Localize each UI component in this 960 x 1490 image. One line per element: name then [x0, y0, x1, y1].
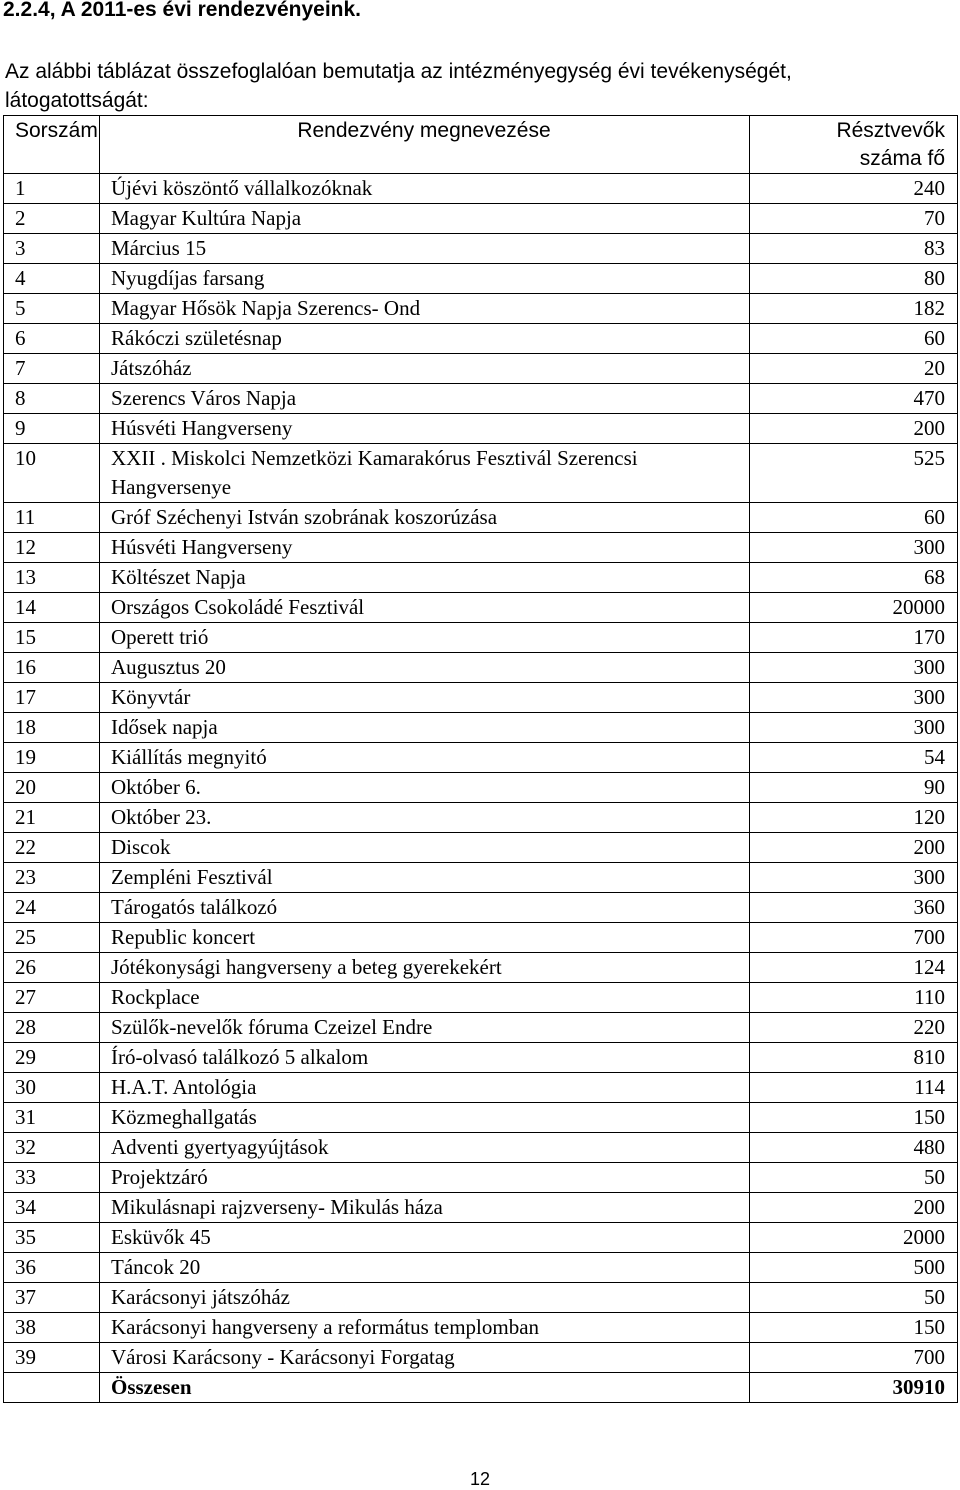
header-participants-line-1: Résztvevők — [836, 119, 945, 142]
row-event-name: Városi Karácsony - Karácsonyi Forgatag — [100, 1343, 750, 1373]
row-event-name: Zempléni Fesztivál — [100, 863, 750, 893]
table-row — [4, 174, 958, 204]
row-event-name: Jótékonysági hangverseny a beteg gyerekekért — [100, 953, 750, 983]
table-row — [4, 1283, 958, 1313]
row-event-name: Október 23. — [100, 803, 750, 833]
table-row — [4, 414, 958, 444]
row-event-name: Rákóczi születésnap — [100, 324, 750, 354]
row-number: 24 — [4, 893, 100, 923]
row-participants: 300 — [750, 653, 958, 683]
table-row — [4, 1163, 958, 1193]
table-row — [4, 1013, 958, 1043]
row-number: 4 — [4, 264, 100, 294]
row-participants: 110 — [750, 983, 958, 1013]
table-row — [4, 1133, 958, 1163]
row-event-name: Idősek napja — [100, 713, 750, 743]
row-number: 13 — [4, 563, 100, 593]
row-number: 28 — [4, 1013, 100, 1043]
row-number: 5 — [4, 294, 100, 324]
row-event-name: Húsvéti Hangverseny — [100, 414, 750, 444]
row-participants: 300 — [750, 683, 958, 713]
row-number: 6 — [4, 324, 100, 354]
row-number: 18 — [4, 713, 100, 743]
row-number: 29 — [4, 1043, 100, 1073]
row-number: 32 — [4, 1133, 100, 1163]
total-label: Összesen — [100, 1373, 750, 1403]
row-event-name: Húsvéti Hangverseny — [100, 533, 750, 563]
table-row — [4, 953, 958, 983]
row-event-name: Közmeghallgatás — [100, 1103, 750, 1133]
row-participants: 810 — [750, 1043, 958, 1073]
row-event-name: Gróf Széchenyi István szobrának koszorúzása — [100, 503, 750, 533]
table-row — [4, 623, 958, 653]
row-event-name: Országos Csokoládé Fesztivál — [100, 593, 750, 623]
row-participants: 54 — [750, 743, 958, 773]
table-row — [4, 1043, 958, 1073]
table-row — [4, 354, 958, 384]
row-participants: 525 — [750, 444, 958, 503]
row-number: 2 — [4, 204, 100, 234]
row-number: 15 — [4, 623, 100, 653]
table-row — [4, 983, 958, 1013]
row-event-name: Szerencs Város Napja — [100, 384, 750, 414]
table-row — [4, 833, 958, 863]
row-event-name: Augusztus 20 — [100, 653, 750, 683]
page-number: 12 — [469, 1469, 491, 1489]
table-row — [4, 533, 958, 563]
row-participants: 90 — [750, 773, 958, 803]
table-row — [4, 653, 958, 683]
table-row — [4, 1223, 958, 1253]
row-participants: 80 — [750, 264, 958, 294]
row-event-name: Magyar Hősök Napja Szerencs- Ond — [100, 294, 750, 324]
intro-paragraph — [5, 57, 792, 115]
row-number: 1 — [4, 174, 100, 204]
row-event-name: Mikulásnapi rajzverseny- Mikulás háza — [100, 1193, 750, 1223]
row-event-name: Discok — [100, 833, 750, 863]
row-event-name: Költészet Napja — [100, 563, 750, 593]
intro-line-1: Az alábbi táblázat összefoglalóan bemutatja az intézményegység évi tevékenységét, — [5, 60, 792, 83]
header-participants — [750, 116, 958, 174]
row-event-name: Újévi köszöntő vállalkozóknak — [100, 174, 750, 204]
table-row — [4, 264, 958, 294]
row-number: 9 — [4, 414, 100, 444]
table-row — [4, 743, 958, 773]
row-event-name: Kiállítás megnyitó — [100, 743, 750, 773]
row-event-name: Operett trió — [100, 623, 750, 653]
row-event-name: Adventi gyertyagyújtások — [100, 1133, 750, 1163]
row-participants: 50 — [750, 1163, 958, 1193]
row-number: 27 — [4, 983, 100, 1013]
table-row — [4, 1103, 958, 1133]
row-event-name: Nyugdíjas farsang — [100, 264, 750, 294]
table-row — [4, 593, 958, 623]
row-participants: 360 — [750, 893, 958, 923]
table-row — [4, 563, 958, 593]
row-participants: 700 — [750, 1343, 958, 1373]
row-number: 22 — [4, 833, 100, 863]
row-participants: 150 — [750, 1313, 958, 1343]
table-row — [4, 204, 958, 234]
table-row — [4, 1193, 958, 1223]
row-event-name: Rockplace — [100, 983, 750, 1013]
row-number: 30 — [4, 1073, 100, 1103]
row-number: 14 — [4, 593, 100, 623]
table-row — [4, 294, 958, 324]
row-number: 34 — [4, 1193, 100, 1223]
row-participants: 124 — [750, 953, 958, 983]
row-participants: 60 — [750, 324, 958, 354]
table-row — [4, 444, 958, 503]
row-number: 3 — [4, 234, 100, 264]
row-event-name: Karácsonyi játszóház — [100, 1283, 750, 1313]
total-number-cell — [4, 1373, 100, 1403]
row-participants: 300 — [750, 863, 958, 893]
table-row — [4, 893, 958, 923]
row-event-name: Republic koncert — [100, 923, 750, 953]
row-number: 8 — [4, 384, 100, 414]
row-number: 10 — [4, 444, 100, 503]
row-participants: 240 — [750, 174, 958, 204]
row-number: 11 — [4, 503, 100, 533]
row-participants: 70 — [750, 204, 958, 234]
row-event-name: Könyvtár — [100, 683, 750, 713]
row-event-name: Táncok 20 — [100, 1253, 750, 1283]
row-participants: 20000 — [750, 593, 958, 623]
row-participants: 300 — [750, 713, 958, 743]
row-event-name: Magyar Kultúra Napja — [100, 204, 750, 234]
row-event-name: Március 15 — [100, 234, 750, 264]
row-participants: 50 — [750, 1283, 958, 1313]
table-row — [4, 713, 958, 743]
table-row — [4, 863, 958, 893]
row-participants: 150 — [750, 1103, 958, 1133]
row-participants: 700 — [750, 923, 958, 953]
table-row — [4, 384, 958, 414]
row-event-name: H.A.T. Antológia — [100, 1073, 750, 1103]
row-participants: 480 — [750, 1133, 958, 1163]
row-number: 33 — [4, 1163, 100, 1193]
intro-line-2: látogatottságát: — [5, 89, 149, 112]
row-event-name: XXII . Miskolci Nemzetközi Kamarakórus Fesztivál Szerencsi Hangversenye — [100, 444, 750, 503]
total-row — [4, 1373, 958, 1403]
table-row — [4, 773, 958, 803]
table-row — [4, 324, 958, 354]
row-participants: 114 — [750, 1073, 958, 1103]
row-number: 16 — [4, 653, 100, 683]
row-number: 26 — [4, 953, 100, 983]
total-value: 30910 — [750, 1373, 958, 1403]
row-participants: 2000 — [750, 1223, 958, 1253]
events-table — [3, 115, 958, 1403]
row-event-name: Tárogatós találkozó — [100, 893, 750, 923]
row-participants: 120 — [750, 803, 958, 833]
row-number: 39 — [4, 1343, 100, 1373]
row-number: 38 — [4, 1313, 100, 1343]
section-heading: 2.2.4, A 2011-es évi rendezvényeink. — [3, 0, 361, 21]
row-number: 36 — [4, 1253, 100, 1283]
row-participants: 470 — [750, 384, 958, 414]
table-row — [4, 1073, 958, 1103]
row-number: 20 — [4, 773, 100, 803]
row-number: 23 — [4, 863, 100, 893]
row-event-name: Projektzáró — [100, 1163, 750, 1193]
row-participants: 83 — [750, 234, 958, 264]
row-number: 19 — [4, 743, 100, 773]
row-number: 31 — [4, 1103, 100, 1133]
row-number: 37 — [4, 1283, 100, 1313]
row-number: 7 — [4, 354, 100, 384]
row-participants: 182 — [750, 294, 958, 324]
table-row — [4, 1313, 958, 1343]
row-participants: 200 — [750, 833, 958, 863]
row-number: 21 — [4, 803, 100, 833]
row-participants: 200 — [750, 1193, 958, 1223]
row-participants: 500 — [750, 1253, 958, 1283]
row-participants: 200 — [750, 414, 958, 444]
row-participants: 68 — [750, 563, 958, 593]
row-participants: 60 — [750, 503, 958, 533]
row-participants: 220 — [750, 1013, 958, 1043]
table-row — [4, 803, 958, 833]
header-event-name: Rendezvény megnevezése — [100, 116, 750, 174]
row-event-name: Karácsonyi hangverseny a református templomban — [100, 1313, 750, 1343]
row-event-name: Játszóház — [100, 354, 750, 384]
header-number: Sorszám — [4, 116, 100, 174]
row-participants: 20 — [750, 354, 958, 384]
row-event-name: Esküvők 45 — [100, 1223, 750, 1253]
row-number: 25 — [4, 923, 100, 953]
row-event-name: Író-olvasó találkozó 5 alkalom — [100, 1043, 750, 1073]
table-row — [4, 923, 958, 953]
row-number: 35 — [4, 1223, 100, 1253]
table-row — [4, 503, 958, 533]
row-participants: 170 — [750, 623, 958, 653]
table-row — [4, 1343, 958, 1373]
table-row — [4, 234, 958, 264]
table-header-row — [4, 116, 958, 174]
row-event-name: Október 6. — [100, 773, 750, 803]
table-row — [4, 1253, 958, 1283]
row-number: 12 — [4, 533, 100, 563]
row-number: 17 — [4, 683, 100, 713]
table-row — [4, 683, 958, 713]
header-participants-line-2: száma fő — [859, 147, 945, 170]
row-participants: 300 — [750, 533, 958, 563]
row-event-name: Szülők-nevelők fóruma Czeizel Endre — [100, 1013, 750, 1043]
